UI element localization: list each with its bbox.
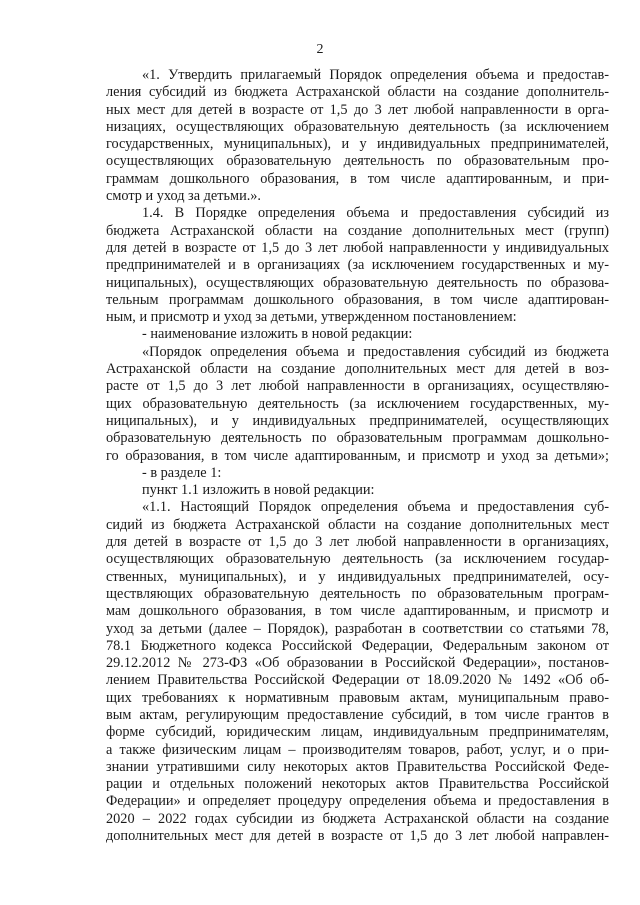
- text-line: щих образовательную деятельность (за исключением государственных, му-: [106, 395, 609, 412]
- text-line: форме субсидий, юридическим лицам, индивидуальным предпринимателям,: [106, 724, 609, 741]
- text-line: граммам дошкольного образования, в том числе адаптированным, и при-: [106, 170, 609, 187]
- text-line: уход за детьми (далее – Порядок), разработан в соответствии со статьями 78,: [106, 620, 609, 637]
- text-line: осуществляющих образовательную деятельность по образовательным про-: [106, 153, 609, 170]
- text-line: «Порядок определения объема и предоставления субсидий из бюджета: [142, 343, 609, 360]
- text-line: - наименование изложить в новой редакции:: [142, 326, 413, 343]
- text-line: - в разделе 1:: [142, 464, 222, 481]
- text-line: «1. Утвердить прилагаемый Порядок определения объема и предостав-: [142, 67, 609, 83]
- text-line: тельным программам дошкольного образования, в том числе адаптирован-: [106, 291, 609, 308]
- text-line: низациях, осуществляющих образовательную деятельность (за исключением: [106, 118, 609, 135]
- text-line: а также физическим лицам – производителям товаров, работ, услуг, и о при-: [106, 741, 609, 758]
- text-line: образовательную деятельность по образовательным программам дошкольно-: [106, 430, 609, 447]
- text-line: 1.4. В Порядке определения объема и предоставления субсидий из: [142, 205, 609, 222]
- text-line: знании утратившими силу некоторых актов Правительства Российской Феде-: [106, 758, 609, 775]
- text-line: ственных, муниципальных), и у индивидуальных предпринимателей, осу-: [106, 568, 609, 585]
- text-line: Федерации» и определяет процедуру определения объема и предоставления в: [106, 793, 609, 810]
- text-line: смотр и уход за детьми.».: [106, 188, 262, 205]
- page-number: 2: [316, 42, 324, 57]
- document-body: [106, 67, 609, 845]
- text-line: осуществляющих образовательную деятельность (за исключением государ-: [106, 551, 609, 568]
- text-line: для детей в возрасте от 1,5 до 3 лет любой направленности у индивидуальных: [106, 239, 609, 256]
- text-line: ниципальных), и у индивидуальных предпринимателей, осуществляющих: [106, 412, 609, 429]
- text-line: бюджета Астраханской области на создание дополнительных мест (групп): [106, 222, 609, 239]
- text-line: ниципальных), осуществляющих образовательную деятельность по образова-: [106, 274, 609, 291]
- text-line: ществляющих образовательную деятельность по образовательным програм-: [106, 585, 609, 602]
- text-line: щих требованиях к нормативным правовым актам, муниципальным право-: [106, 689, 609, 706]
- text-line: ным, и присмотр и уход за детьми, утвержденном постановлением:: [106, 309, 517, 326]
- text-line: 2020 – 2022 годах субсидии из бюджета Астраханской области на создание: [106, 810, 609, 827]
- text-line: для детей в возрасте от 1,5 до 3 лет любой направленности в организациях,: [106, 534, 609, 551]
- text-line: пункт 1.1 изложить в новой редакции:: [142, 482, 375, 499]
- text-line: расте от 1,5 до 3 лет любой направленности в организациях, осуществляю-: [106, 378, 609, 395]
- text-line: дополнительных мест для детей в возрасте от 1,5 до 3 лет любой направлен-: [106, 828, 609, 845]
- text-line: рации и отдельных положений некоторых актов Правительства Российской: [106, 776, 609, 793]
- text-line: 78.1 Бюджетного кодекса Российской Федерации, Федеральным законом от: [106, 637, 609, 654]
- text-line: 29.12.2012 № 273-ФЗ «Об образовании в Российской Федерации», постанов-: [106, 655, 609, 672]
- text-line: лением Правительства Российской Федерации от 18.09.2020 № 1492 «Об об-: [106, 672, 609, 689]
- text-line: ных мест для детей в возрасте от 1,5 до 3 лет любой направленности в орга-: [106, 101, 609, 118]
- text-line: предпринимателей и в организациях (за исключением государственных и му-: [106, 257, 609, 274]
- text-line: Астраханской области на создание дополнительных мест для детей в воз-: [106, 361, 609, 378]
- text-line: «1.1. Настоящий Порядок определения объема и предоставления суб-: [142, 499, 609, 516]
- text-line: го образования, в том числе адаптированным, и присмотр и уход за детьми»;: [106, 447, 609, 464]
- text-line: мам дошкольного образования, в том числе адаптированным, и присмотр и: [106, 603, 609, 620]
- text-line: сидий из бюджета Астраханской области на создание дополнительных мест: [106, 516, 609, 533]
- text-line: ления субсидий из бюджета Астраханской области на создание дополнитель-: [106, 84, 609, 101]
- text-line: государственных, муниципальных), и у индивидуальных предпринимателей,: [106, 136, 609, 153]
- text-line: вым актам, регулирующим предоставление субсидий, в том числе грантов в: [106, 706, 609, 723]
